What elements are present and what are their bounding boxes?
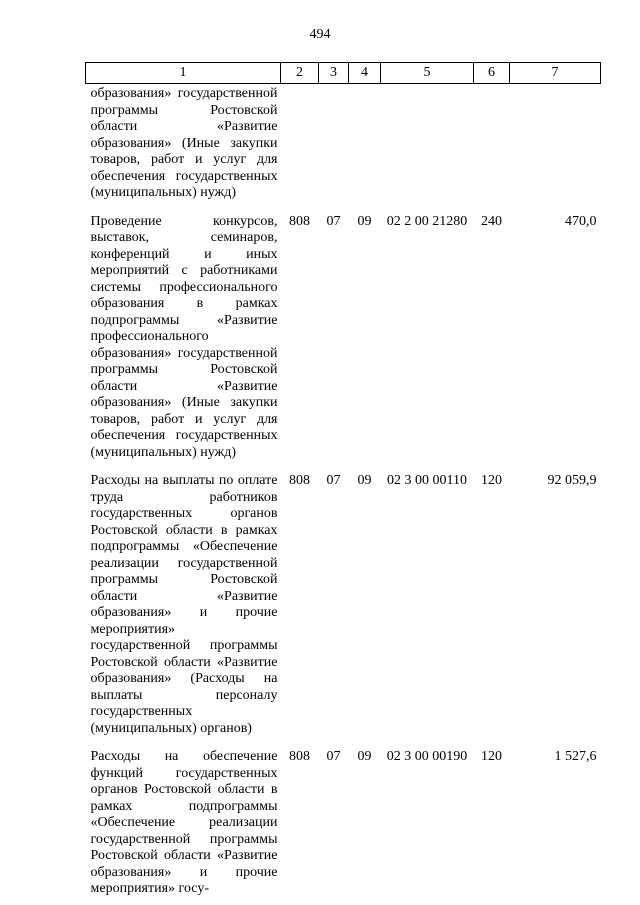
column-header-2: 2	[281, 63, 319, 84]
row-target-code: 02 3 00 00190	[386, 749, 468, 764]
row-section-code	[319, 84, 349, 202]
row-expense-type	[474, 84, 510, 202]
row-expense-type: 120	[481, 473, 502, 488]
row-subsection-code: 09	[357, 473, 372, 488]
row-ministry-code: 808	[289, 213, 310, 229]
row-amount: 92 059,9	[547, 473, 597, 488]
row-amount: 1 527,6	[554, 749, 597, 764]
budget-table	[85, 62, 601, 898]
row-ministry-code: 808	[289, 749, 310, 764]
column-header-3: 3	[319, 63, 349, 84]
row-description: Расходы на обеспечение функций государственных органов Ростовской области в рамках подпрограммы «Обеспечение реализации государственной программы Ростовской области «Развитие образования» и прочие мероприятия» госу-	[90, 749, 278, 896]
column-header-5: 5	[381, 63, 474, 84]
column-header-4: 4	[349, 63, 381, 84]
table-header-row	[86, 63, 601, 84]
table-row	[86, 84, 601, 202]
row-expense-type: 120	[481, 749, 502, 764]
row-target-code: 02 3 00 00110	[387, 473, 467, 488]
table-row	[86, 202, 601, 462]
row-expense-type: 240	[481, 213, 502, 229]
row-subsection-code: 09	[357, 749, 372, 764]
row-subsection-code: 09	[357, 213, 372, 229]
row-section-code: 07	[326, 749, 341, 764]
table-row	[86, 737, 601, 898]
column-header-1: 1	[86, 63, 281, 84]
table-row	[86, 461, 601, 737]
row-ministry-code	[281, 84, 319, 202]
column-header-6: 6	[474, 63, 510, 84]
row-ministry-code: 808	[289, 473, 310, 488]
row-description: Проведение конкурсов, выставок, семинаров, конференций и иных мероприятий с работниками системы профессионального образования в рамках подпрограммы «Развитие профессионального образования» государственной программы Ростовской области «Развитие образования» (Иные закупки товаров, работ и услуг для обеспечения государственных (муниципальных) нужд)	[90, 213, 278, 460]
row-section-code: 07	[326, 473, 341, 488]
row-target-code: 02 2 00 21280	[386, 213, 468, 229]
row-subsection-code	[349, 84, 381, 202]
page-number: 494	[309, 27, 331, 42]
row-target-code	[381, 84, 474, 202]
row-description: образования» государственной программы Ростовской области «Развитие образования» (Иные закупки товаров, работ и услуг для обеспечения государственных (муниципальных) нужд)	[90, 86, 278, 200]
row-amount: 470,0	[565, 213, 597, 229]
column-header-7: 7	[510, 63, 601, 84]
row-description: Расходы на выплаты по оплате труда работников государственных органов Ростовской области в рамках подпрограммы «Обеспечение реализации государственной программы Ростовской области «Развитие образования» и прочие мероприятия» государственной программы Ростовской области «Развитие образования» (Расходы на выплаты персоналу государственных (муниципальных) органов)	[90, 473, 278, 736]
row-section-code: 07	[326, 213, 341, 229]
row-amount	[510, 84, 601, 202]
